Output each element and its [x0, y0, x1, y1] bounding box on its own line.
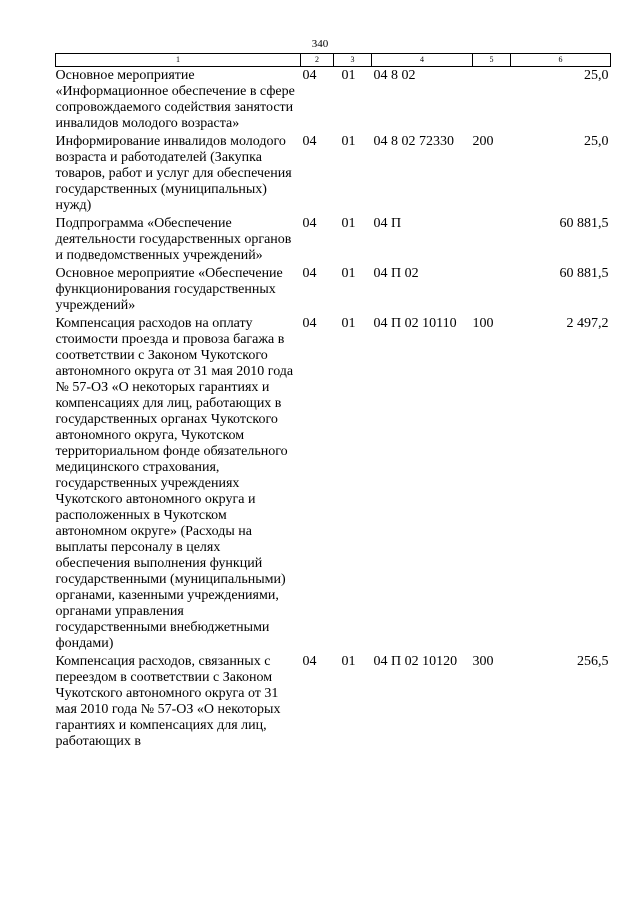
row-section: 04: [302, 654, 317, 669]
row-target-code: 04 П 02 10110: [373, 316, 457, 331]
row-amount: 25,0: [584, 134, 609, 149]
table-row: [56, 132, 611, 214]
row-expense-type: 200: [472, 134, 494, 149]
row-target-code: 04 П 02: [373, 266, 419, 281]
row-amount: 2 497,2: [566, 316, 609, 331]
row-section: 04: [302, 266, 317, 281]
row-name: Подпрограмма «Обеспечение деятельности государственных органов и подведомственных учреждений»: [55, 216, 292, 263]
column-header-4: 4: [372, 54, 473, 67]
column-header-3: 3: [334, 54, 372, 67]
row-subsection: 01: [341, 316, 356, 331]
table-row: [56, 314, 611, 652]
column-header-2: 2: [301, 54, 334, 67]
row-expense-type: [473, 67, 511, 133]
row-target-code: 04 П 02 10120: [373, 654, 458, 669]
table-row: [56, 652, 611, 750]
table-body: [56, 67, 611, 751]
row-amount: 60 881,5: [559, 216, 609, 231]
row-name: Компенсация расходов, связанных с переездом в соответствии с Законом Чукотского автономного округа от 31 мая 2010 года № 57-ОЗ «О некоторых гарантиях и компенсациях для лиц, работающих в: [55, 654, 281, 749]
column-header-1: 1: [56, 54, 301, 67]
row-name: Основное мероприятие «Обеспечение функционирования государственных учреждений»: [55, 266, 283, 313]
row-expense-type: [473, 264, 511, 314]
page-number: 340: [311, 38, 329, 50]
table-row: [56, 214, 611, 264]
column-header-5: 5: [473, 54, 511, 67]
row-target-code: 04 8 02: [373, 68, 416, 83]
column-number-row: [56, 54, 611, 67]
row-target-code: 04 П: [373, 216, 402, 231]
row-subsection: 01: [341, 134, 356, 149]
row-amount: 60 881,5: [559, 266, 609, 281]
row-name: Информирование инвалидов молодого возраста и работодателей (Закупка товаров, работ и услуг для обеспечения государственных (муниципальных) нужд): [55, 134, 292, 213]
column-header-6: 6: [511, 54, 611, 67]
row-section: 04: [302, 68, 317, 83]
row-expense-type: 300: [472, 654, 494, 669]
row-section: 04: [302, 134, 317, 149]
table-row: [56, 264, 611, 314]
row-amount: 256,5: [577, 654, 609, 669]
row-target-code: 04 8 02 72330: [373, 134, 454, 149]
table-row: [56, 67, 611, 133]
row-name: Основное мероприятие «Информационное обеспечение в сфере сопровождаемого содействия занятости инвалидов молодого возраста»: [55, 68, 295, 131]
table-header: [56, 54, 611, 67]
row-subsection: 01: [341, 68, 356, 83]
row-name: Компенсация расходов на оплату стоимости проезда и провоза багажа в соответствии с Законом Чукотского автономного округа от 31 мая 2010 года № 57-ОЗ «О некоторых гарантиях и компенсациях для лиц, работающих в государственных органах Чукотского автономного округа, Чукотском территориальном фонде обязательного медицинского страхования, государственных учреждениях Чукотского автономного округа и расположенных в Чукотском автономном округе» (Расходы на выплаты персоналу в целях обеспечения выполнения функций государственными (муниципальными) органами, казенными учреждениями, органами управления государственными внебюджетными фондами): [55, 316, 294, 651]
row-section: 04: [302, 216, 317, 231]
row-section: 04: [302, 316, 317, 331]
row-subsection: 01: [341, 216, 356, 231]
row-expense-type: [473, 214, 511, 264]
row-subsection: 01: [341, 266, 356, 281]
budget-table: [55, 53, 611, 750]
row-expense-type: 100: [472, 316, 494, 331]
row-amount: 25,0: [584, 68, 609, 83]
row-subsection: 01: [341, 654, 356, 669]
